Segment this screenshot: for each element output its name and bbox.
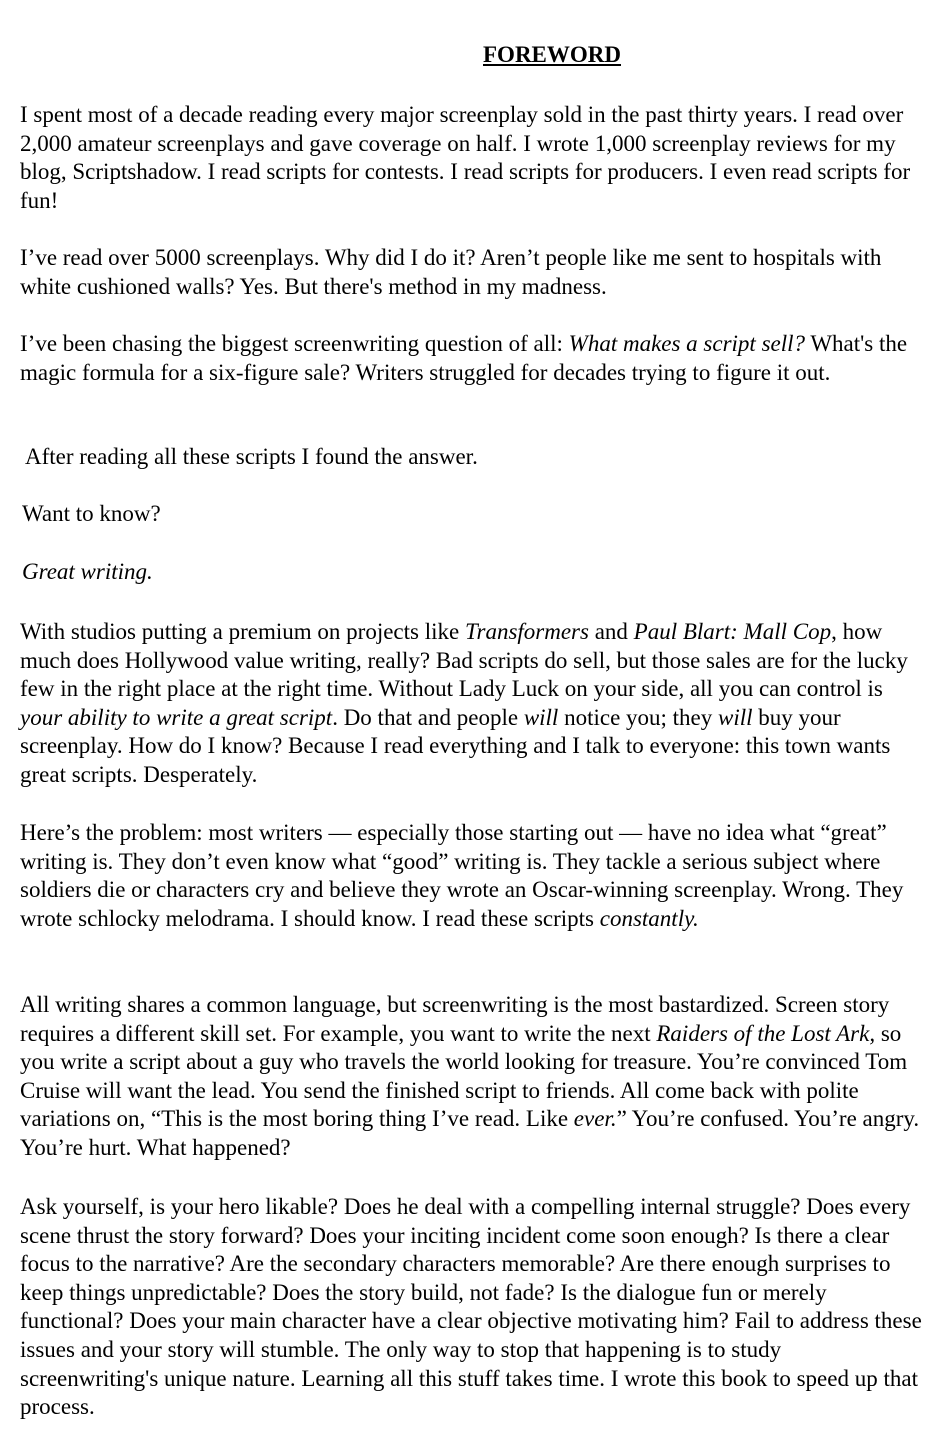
paragraph-9-emphasis-ever: ever.: [573, 1106, 617, 1132]
paragraph-7-text-k: buy your screenplay. How do I know? Because I read everything and I talk to everyone: this town wants great scripts. Desperately.: [20, 704, 891, 787]
paragraph-7-text-a: With studios putting a premium on projects like: [20, 619, 465, 644]
paragraph-3-text-a: I’ve been chasing the biggest screenwriting question of all:: [20, 331, 569, 356]
page-title: FOREWORD: [483, 42, 621, 67]
paragraph-8-text-a: Here’s the problem: most writers — especially those starting out — have no idea what “great” writing is. They don’t even know what “good” writing is. They tackle a serious subject where soldiers die or characters cry and believe they wrote an Oscar-winning screenplay. Wrong. They wrote schlocky melodrama. I should know. I read these scripts: [20, 820, 904, 931]
paragraph-9: [20, 991, 922, 1163]
paragraph-9-text-a: All writing shares a common language, but screenwriting is the most bastardized. Screen story requires a different skill set. For example, you want to write the next: [20, 992, 890, 1046]
paragraph-7-text-i: notice you; they: [558, 704, 719, 730]
paragraph-9-text-e: ” You’re confused. You’re angry. You’re hurt. What happened?: [20, 1106, 920, 1160]
paragraph-1: I spent most of a decade reading every major screenplay sold in the past thirty years. I read over 2,000 amateur screenplays and gave coverage on half. I wrote 1,000 screenplay reviews for my blog, Scriptshadow. I read scripts for contests. I read scripts for producers. I even read scripts for fun!: [20, 102, 911, 213]
paragraph-7-emphasis-ability: your ability to write a great script: [20, 704, 333, 730]
paragraph-6-emphasis: Great writing.: [22, 559, 153, 584]
paragraph-7-title-transformers: Transformers: [464, 619, 589, 644]
paragraph-10: Ask yourself, is your hero likable? Does he deal with a compelling internal struggle? Does every scene thrust the story forward? Does your inciting incident come soon enough? Is there a clear focus to the narrative? Are the secondary characters memorable? Are there enough surprises to keep things unpredictable? Does the story build, not fade? Is the dialogue fun or merely functional? Does your main character have a clear objective motivating him? Fail to address these issues and your story will stumble. The only way to stop that happening is to study screenwriting's unique nature. Learning all this stuff takes time. I wrote this book to speed up that process.: [20, 1194, 922, 1420]
paragraph-4: After reading all these scripts I found the answer.: [25, 444, 478, 469]
paragraph-5: Want to know?: [22, 501, 161, 526]
paragraph-7-title-paul-blart: Paul Blart: Mall Cop: [633, 619, 832, 644]
paragraph-8-emphasis: constantly.: [599, 905, 699, 931]
paragraph-9-text-c: so you write a script about a guy who travels the world looking for treasure. You’re convinced Tom Cruise will want the lead. You send the finished script to friends. All come back with polite variations on, “This is the most boring thing I’ve read. Like: [20, 1020, 908, 1132]
paragraph-7-emphasis-will-2: will: [718, 704, 753, 730]
paragraph-3: [20, 330, 922, 387]
paragraph-2: I’ve read over 5000 screenplays. Why did I do it? Aren’t people like me sent to hospitals with white cushioned walls? Yes. But there's method in my madness.: [20, 245, 882, 299]
paragraph-3-text-c: What's the magic formula for a six-figure sale? Writers struggled for decades trying to figure it out.: [20, 331, 908, 385]
paragraph-9-title-raiders: Raiders of the Lost Ark,: [656, 1020, 876, 1046]
paragraph-7: [20, 618, 922, 790]
paragraph-7-emphasis-will-1: will: [523, 704, 559, 730]
paragraph-6: [20, 558, 924, 587]
paragraph-7-text-g: . Do that and people: [332, 704, 524, 730]
paragraph-8: [20, 819, 922, 933]
paragraph-7-text-e: , how much does Hollywood value writing, really? Bad scripts do sell, but those sales are for the lucky few in the right place at the right time. Without Lady Luck on your side, all you can control is: [20, 619, 908, 702]
paragraph-7-text-c: and: [588, 619, 634, 644]
paragraph-3-emphasis: What makes a script sell?: [568, 331, 806, 356]
